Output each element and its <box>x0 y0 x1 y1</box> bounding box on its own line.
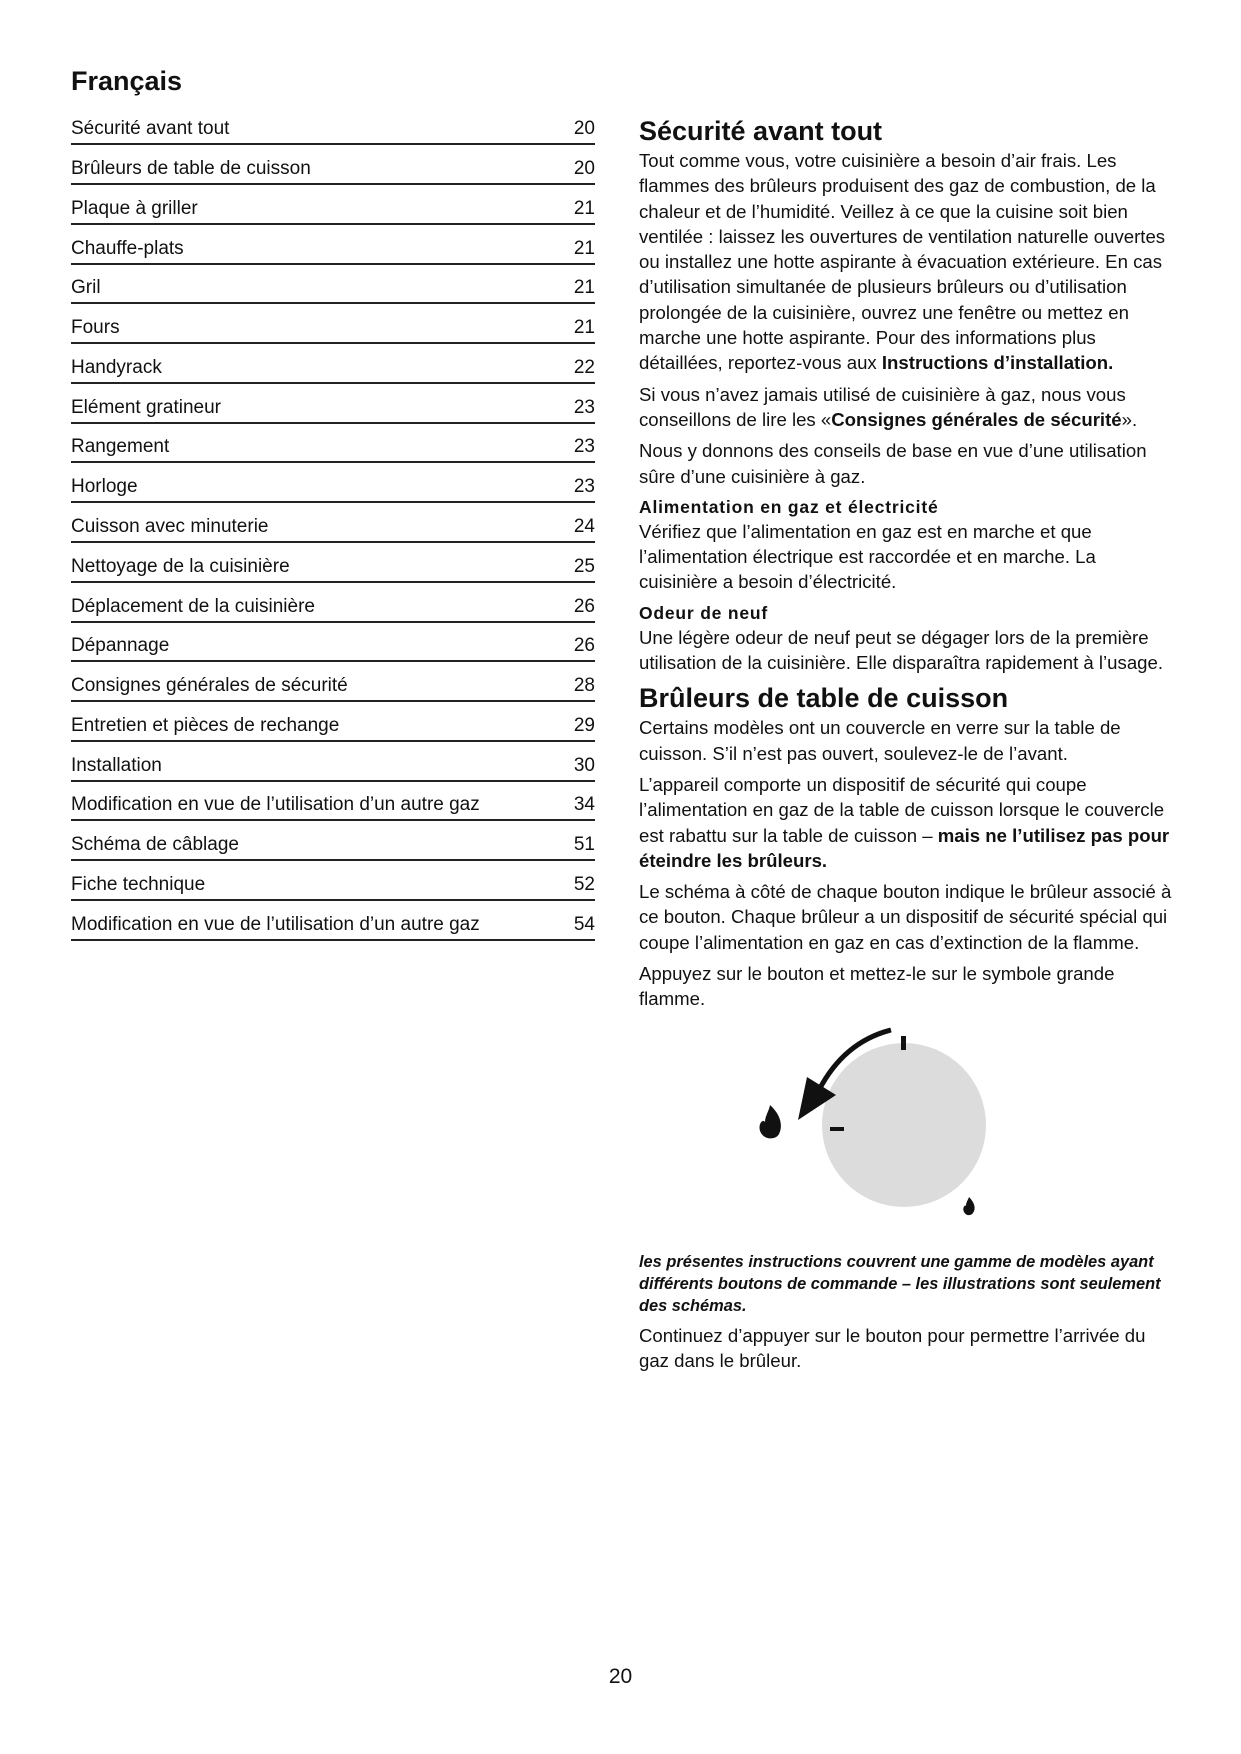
toc-entry <box>71 786 595 821</box>
safety-heading: Sécurité avant tout <box>639 116 883 146</box>
page-number: 20 <box>608 1665 633 1688</box>
toc-entry <box>71 309 595 344</box>
toc-entry-label: Déplacement de la cuisinière <box>71 595 315 617</box>
table-of-contents <box>71 110 595 945</box>
safety-paragraph-2: Si vous n’avez jamais utilisé de cuisinière à gaz, nous vous conseillons de lire les «Consignes générales de sécurité». <box>639 383 1138 430</box>
burners-paragraph-5: Continuez d’appuyer sur le bouton pour permettre l’arrivée du gaz dans le brûleur. <box>639 1324 1146 1371</box>
toc-entry-page: 23 <box>573 396 595 418</box>
toc-entry-label: Fiche technique <box>71 874 206 896</box>
toc-entry-label: Gril <box>71 277 101 299</box>
toc-entry-label: Sécurité avant tout <box>71 118 230 140</box>
installation-instructions-ref: Instructions d’installation. <box>881 352 1114 374</box>
toc-entry <box>71 906 595 941</box>
toc-entry <box>71 747 595 782</box>
safety-paragraph-1: Tout comme vous, votre cuisinière a besoin d’air frais. Les flammes des brûleurs produisent des gaz de combustion, de la chaleur et de l’humidité. Veillez à ce que la cuisine soit bien ventilée : laissez les ouvertures de ventilation naturelle ouvertes ou installez une hotte aspirante à évacuation extérieure. En cas d’utilisation simultanée de plusieurs brûleurs ou d’utilisation prolongée de la cuisinière, ouvrez une fenêtre ou mettez en marche une hotte aspirante. Pour des informations plus détaillées, reportez-vous aux Instructions d’installation. <box>639 150 1166 374</box>
odour-text: Une légère odeur de neuf peut se dégager lors de la première utilisation de la cuisinière. Elle disparaîtra rapidement à l’usage. <box>639 626 1164 674</box>
toc-entry-page: 21 <box>573 317 595 339</box>
toc-entry-page: 25 <box>573 555 595 577</box>
toc-entry <box>71 468 595 503</box>
safety-paragraph-3: Nous y donnons des conseils de base en vue d’une utilisation sûre d’une cuisinière à gaz. <box>639 440 1147 487</box>
toc-entry-page: 51 <box>573 834 595 856</box>
small-flame-icon <box>963 1197 974 1215</box>
toc-entry <box>71 388 595 423</box>
toc-entry-label: Modification en vue de l’utilisation d’un autre gaz <box>71 913 480 935</box>
toc-entry <box>71 110 595 145</box>
toc-entry-page: 54 <box>573 913 595 935</box>
toc-entry-page: 21 <box>573 237 595 259</box>
toc-entry-page: 30 <box>573 754 595 776</box>
toc-entry-label: Nettoyage de la cuisinière <box>71 555 290 577</box>
toc-entry-page: 29 <box>573 714 595 736</box>
knob-indicator-mark <box>830 1127 844 1131</box>
toc-entry-page: 26 <box>573 595 595 617</box>
toc-entry-page: 28 <box>573 675 595 697</box>
burners-paragraph-1: Certains modèles ont un couvercle en verre sur la table de cuisson. S’il n’est pas ouvert, soulevez-le de l’avant. <box>639 717 1121 764</box>
toc-entry <box>71 508 595 543</box>
toc-entry-label: Cuisson avec minuterie <box>71 516 269 537</box>
toc-entry-label: Rangement <box>71 436 170 458</box>
toc-entry <box>71 627 595 662</box>
toc-entry-label: Brûleurs de table de cuisson <box>71 157 311 179</box>
toc-entry <box>71 269 595 304</box>
toc-entry-label: Modification en vue de l’utilisation d’un autre gaz <box>71 794 480 816</box>
toc-entry <box>71 667 595 702</box>
toc-entry-page: 22 <box>573 356 595 378</box>
toc-entry-page: 34 <box>573 794 595 816</box>
toc-entry <box>71 866 595 901</box>
illustration-note: les présentes instructions couvrent une gamme de modèles ayant différents boutons de commande – les illustrations sont seulement des schémas. <box>639 1252 1161 1315</box>
toc-entry-page: 26 <box>573 635 595 657</box>
knob-illustration <box>639 1022 1179 1237</box>
toc-entry-page: 21 <box>573 277 595 299</box>
supply-text: Vérifiez que l’alimentation en gaz est en marche et que l’alimentation électrique est raccordée et en marche. La cuisinière a besoin d’électricité. <box>639 520 1096 593</box>
toc-entry-page: 20 <box>573 118 595 140</box>
toc-entry <box>71 587 595 622</box>
toc-entry <box>71 229 595 264</box>
toc-entry-label: Fours <box>71 317 120 339</box>
toc-entry <box>71 826 595 861</box>
language-title: Français <box>71 66 183 96</box>
toc-entry-label: Plaque à griller <box>71 197 198 219</box>
toc-entry-page: 20 <box>573 157 595 179</box>
burners-warning: mais ne l’utilisez pas pour éteindre les brûleurs. <box>639 824 1170 871</box>
toc-entry-label: Entretien et pièces de rechange <box>71 714 340 736</box>
toc-entry-label: Schéma de câblage <box>71 834 239 856</box>
toc-entry-label: Elément gratineur <box>71 396 221 418</box>
toc-entry <box>71 150 595 185</box>
toc-entry-label: Consignes générales de sécurité <box>71 675 348 697</box>
control-knob <box>822 1043 986 1207</box>
toc-entry-label: Horloge <box>71 476 138 498</box>
toc-entry-label: Installation <box>71 754 162 776</box>
toc-entry-label: Handyrack <box>71 356 162 378</box>
toc-entry <box>71 349 595 384</box>
toc-entry <box>71 428 595 463</box>
general-safety-ref: Consignes générales de sécurité <box>831 408 1122 430</box>
main-content <box>639 114 1179 1379</box>
toc-entry-page: 52 <box>573 874 595 896</box>
toc-entry-label: Dépannage <box>71 635 170 657</box>
toc-entry <box>71 548 595 583</box>
knob-diagram <box>639 1022 1179 1237</box>
toc-entry-page: 23 <box>573 476 595 498</box>
toc-entry-page: 23 <box>573 436 595 458</box>
burners-heading: Brûleurs de table de cuisson <box>639 683 1009 714</box>
off-position-mark <box>901 1036 906 1050</box>
toc-entry-label: Chauffe-plats <box>71 237 184 259</box>
burners-paragraph-2: L’appareil comporte un dispositif de sécurité qui coupe l’alimentation en gaz de la table de cuisson lorsque le couvercle est rabattu sur la table de cuisson – mais ne l’utilisez pas pour éteindre les brûleurs. <box>639 773 1170 871</box>
burners-paragraph-4: Appuyez sur le bouton et mettez-le sur le symbole grande flamme. <box>639 963 1115 1010</box>
toc-entry <box>71 707 595 742</box>
toc-entry <box>71 190 595 225</box>
toc-entry-page: 21 <box>573 197 595 219</box>
supply-heading: Alimentation en gaz et électricité <box>639 496 939 517</box>
odour-heading: Odeur de neuf <box>639 602 769 623</box>
large-flame-icon <box>760 1105 781 1138</box>
burners-paragraph-3: Le schéma à côté de chaque bouton indique le brûleur associé à ce bouton. Chaque brûleur a un dispositif de sécurité spécial qui coupe l’alimentation en gaz en cas d’extinction de la flamme. <box>639 881 1172 953</box>
toc-entry-page: 24 <box>573 516 595 537</box>
